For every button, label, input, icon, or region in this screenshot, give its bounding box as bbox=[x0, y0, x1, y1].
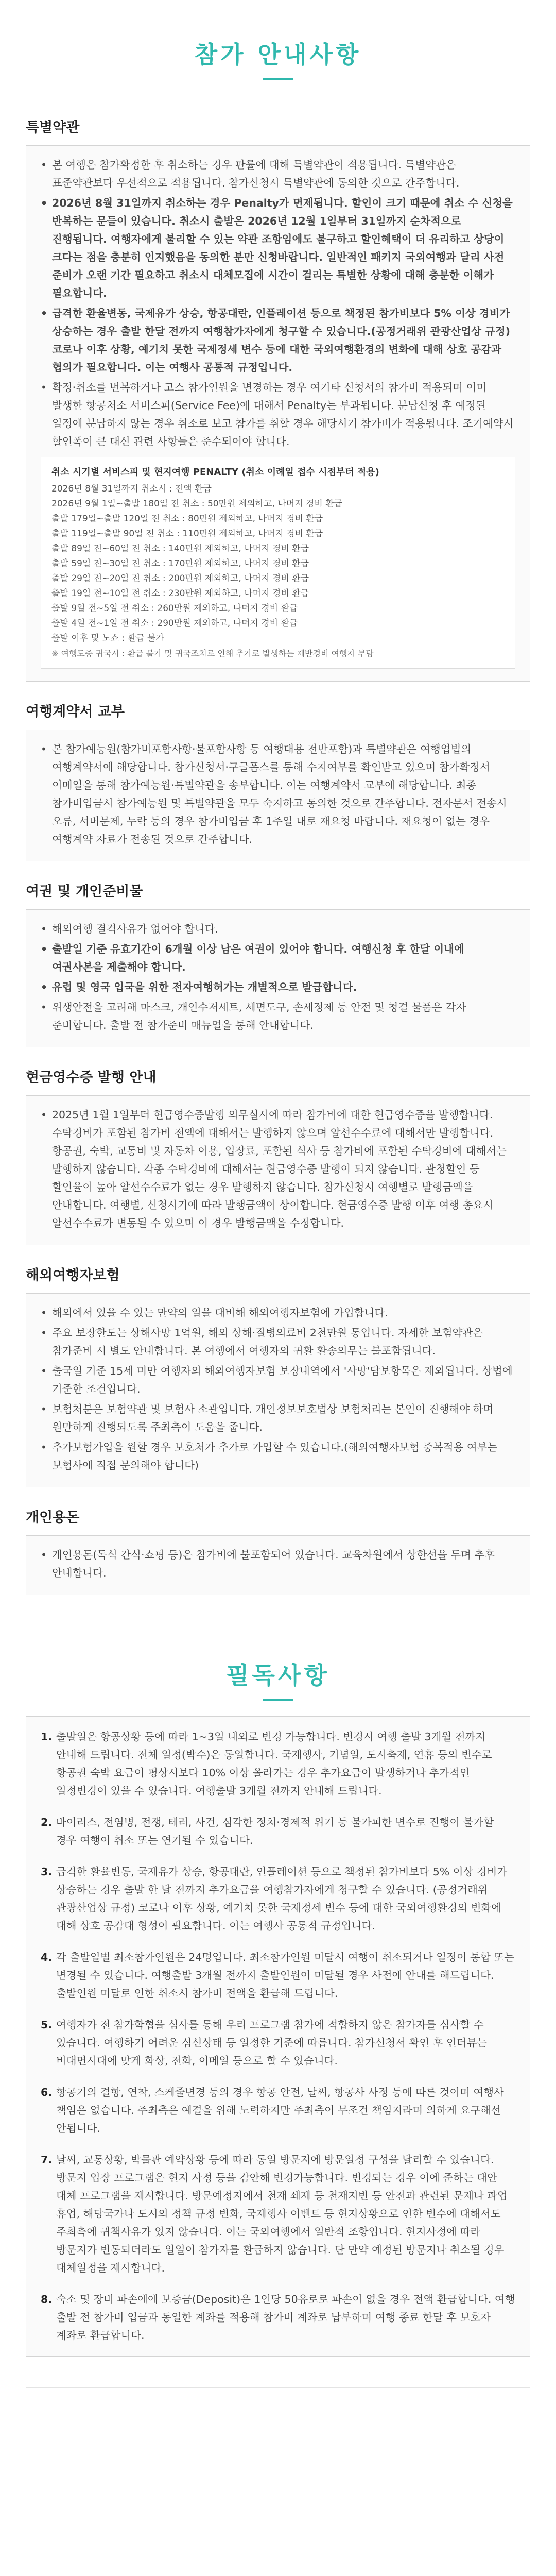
list-item: • 출발일 기준 유효기간이 6개월 이상 남은 여권이 있어야 합니다. 여행신청 후 한달 이내에 여권사본을 제출해야 합니다. bbox=[41, 940, 515, 976]
must-read-box bbox=[26, 1716, 530, 2357]
item-text: 급격한 환율변동, 국제유가 상승, 항공대란, 인플레이션 등으로 책정된 참가비보다 5% 이상 경비가 상승하는 경우 출발 한 달 전까지 추가요금을 여행참가자에게 청구할 수 있습니다. (공정거래위 관광산업상 규정) 코로나 이후 상황, 예기치 못한 국제정세 변수 등에 대한 국외여행환경의 변화에 대해 상호 공감대 형성이 필요합니다. 이는 여행사 공통적 규정입니다. bbox=[56, 1866, 508, 1932]
section-box bbox=[26, 1293, 530, 1487]
penalty-line: 출발 119일~출발 90일 전 취소 : 110만원 제외하고, 나머지 경비 환급 bbox=[51, 529, 323, 539]
list-item: • 확정·취소를 번복하거나 고스 참가인원을 변경하는 경우 여기타 신청서의 참가비 적용되며 이미 발생한 항공처소 서비스피(Service Fee)에 대해서 Penalty는 부과됩니다. 분납신청 후 예정된 일정에 분납하지 않는 경우 취소로 보고 참가를 취할 경우 해당시기 참가비가 적용됩니다. 조기예약시 할인폭이 큰 대신 관련 사항들은 준수되어야 합니다. bbox=[41, 379, 515, 451]
section-special-terms bbox=[0, 116, 556, 682]
spacer bbox=[0, 1595, 556, 1631]
must-read-item bbox=[41, 1728, 515, 1800]
item-number: 8. bbox=[41, 2293, 53, 2306]
list-item: • 유럽 및 영국 입국을 위한 전자여행허가는 개별적으로 발급합니다. bbox=[41, 978, 515, 996]
list-item: • 주요 보장한도는 상해사망 1억원, 해외 상해·질병의료비 2천만원 통입니다. 자세한 보험약관은 참가준비 시 별도 안내합니다. 본 여행에서 여행자의 귀환 환송의무는 불포함됩니다. bbox=[41, 1324, 515, 1360]
list-item: • 본 참가예능원(참가비포함사항·불포함사항 등 여행대용 전반포함)과 특별약관은 여행업법의 여행계약서에 해당합니다. 참가신청서·구글폼스를 통해 수지여부를 확인받고 있으며 참가확정서 이메일을 통해 참가예능원·특별약관을 송부합니다. 이는 여행계약서 교부에 해당합니다. 최종 참가비입금시 참가예능원 및 특별약관을 모두 숙지하고 동의한 것으로 간주합니다. 전자문서 전송시 오류, 서버문제, 누락 등의 경우 참가비입금 후 1주일 내로 재요청 바랍니다. 재요청이 없는 경우 여행계약 자료가 전송된 것으로 간주합니다. bbox=[41, 740, 515, 849]
item-list bbox=[41, 156, 515, 451]
bottom-divider bbox=[26, 2387, 530, 2388]
item-text: 여행자가 전 참가학협을 심사를 통해 우리 프로그램 참가에 적합하지 않은 참가자를 심사할 수 있습니다. 여행하기 어려운 심신상태 등 일정한 기준에 따릅니다. 참가신청서 확인 후 인터뷰는 비대면시대에 맞게 화상, 전화, 이메일 등으로 할 수 있습니다. bbox=[56, 2019, 488, 2067]
title-underline bbox=[263, 78, 293, 80]
must-read-item bbox=[41, 1814, 515, 1850]
section-pocket-money bbox=[0, 1506, 556, 1595]
list-item: • 해외여행 결격사유가 없어야 합니다. bbox=[41, 920, 515, 938]
title-underline bbox=[263, 1699, 293, 1701]
list-item: • 개인용돈(독식 간식·쇼핑 등)은 참가비에 불포함되어 있습니다. 교육차원에서 상한선을 두며 추후 안내합니다. bbox=[41, 1546, 515, 1582]
item-list bbox=[41, 740, 515, 849]
section-box bbox=[26, 145, 530, 682]
item-number: 2. bbox=[41, 1816, 53, 1828]
section-contract bbox=[0, 700, 556, 861]
must-read-title-text: 필독사항 bbox=[226, 1662, 330, 1689]
item-text: 출발일은 항공상황 등에 따라 1~3일 내외로 변경 가능합니다. 변경시 여행 출발 3개월 전까지 안내해 드립니다. 전체 일정(박수)은 동일합니다. 국제행사, 기념일, 도시축제, 연휴 등의 변수로 항공권 숙박 요금이 평상시보다 10% 이상 올라가는 경우 추가요금이 발생하거나 추가적인 일정변경이 있을 수 있습니다. 여행출발 3개월 전까지 안내해 드립니다. bbox=[56, 1731, 492, 1797]
must-read-item bbox=[41, 1948, 515, 2003]
section-passport bbox=[0, 880, 556, 1047]
list-item: • 출국일 기준 15세 미만 여행자의 해외여행자보험 보장내역에서 '사망'담보항목은 제외됩니다. 상법에 기준한 조건입니다. bbox=[41, 1362, 515, 1398]
section-title: 현금영수증 발행 안내 bbox=[26, 1070, 157, 1086]
must-read-item bbox=[41, 1863, 515, 1935]
penalty-line: 출발 9일 전~5일 전 취소 : 260만원 제외하고, 나머지 경비 환급 bbox=[51, 603, 298, 614]
must-read-item bbox=[41, 2291, 515, 2345]
section-box bbox=[26, 1535, 530, 1595]
item-number: 5. bbox=[41, 2019, 53, 2031]
must-read-item bbox=[41, 2083, 515, 2138]
item-number: 4. bbox=[41, 1951, 53, 1963]
page-title bbox=[0, 0, 556, 97]
item-text: 바이러스, 전염병, 전쟁, 테러, 사건, 심각한 정치·경제적 위기 등 불가피한 변수로 진행이 불가할 경우 여행이 취소 또는 연기될 수 있습니다. bbox=[56, 1816, 494, 1846]
list-item: • 2026년 8월 31일까지 취소하는 경우 Penalty가 면제됩니다. 할인이 크기 때문에 취소 수 신청을 반복하는 문들이 있습니다. 취소시 출발은 2026년 12월 1일부터 31일까지 순차적으로 진행됩니다. 여행자에게 불리할 수 있는 약관 조항임에도 불구하고 할인혜택이 더 유리하고 상당이 크다는 점을 충분히 인지했음을 동의한 분만 신청바랍니다. 일반적인 패키지 국외여행과 달리 사전 준비가 오랜 기간 필요하고 취소시 대체모집에 시간이 걸리는 특별한 상황에 대해 충분한 이해가 필요합니다. bbox=[41, 194, 515, 302]
item-text: 날씨, 교통상황, 박물관 예약상황 등에 따라 동일 방문지에 방문일정 구성을 달리할 수 있습니다. 방문지 입장 프로그램은 현지 사정 등을 감안해 변경가능합니다. 변경되는 경우 이에 준하는 대안 대체 프로그램을 제시합니다. 방문예정지에서 천재 쇄제 등 천재지변 등 안전과 관련된 문제나 파업 휴업, 해당국가나 도시의 정책 규정 변화, 국제행사 이벤트 등 현지상황으로 인한 변수에 대해서도 주최측에 귀책사유가 있지 않습니다. 이는 국외여행에서 일반적 조항입니다. 현지사정에 따라 방문지가 변동되더라도 일일이 참가자를 환급하지 않습니다. 단 만약 예정된 방문지나 취소될 경우 대체일정을 제시합니다. bbox=[56, 2154, 508, 2274]
penalty-title: 취소 시기별 서비스피 및 현지여행 PENALTY (취소 이례일 접수 시점부터 적용) bbox=[51, 467, 379, 478]
item-number: 7. bbox=[41, 2154, 53, 2166]
section-box bbox=[26, 730, 530, 861]
section-box bbox=[26, 909, 530, 1047]
item-number: 3. bbox=[41, 1866, 53, 1878]
section-title: 특별약관 bbox=[26, 120, 80, 135]
penalty-line: 출발 19일 전~10일 전 취소 : 230만원 제외하고, 나머지 경비 환급 bbox=[51, 588, 309, 599]
penalty-line: 출발 59일 전~30일 전 취소 : 170만원 제외하고, 나머지 경비 환급 bbox=[51, 558, 309, 569]
item-text: 숙소 및 장비 파손에에 보증금(Deposit)은 1인당 50유로로 파손이 없을 경우 전액 환급합니다. 여행 출발 전 참가비 입금과 동일한 계좌를 적용해 참가비 계좌로 납부하며 여행 종료 한달 후 보호자 계좌로 환급합니다. bbox=[56, 2293, 515, 2342]
penalty-line: 출발 이후 및 노쇼 : 환급 불가 bbox=[51, 633, 164, 643]
penalty-table bbox=[41, 457, 515, 669]
list-item: • 해외에서 있을 수 있는 만약의 일을 대비해 해외여행자보험에 가입합니다. bbox=[41, 1304, 515, 1322]
penalty-line: 출발 4일 전~1일 전 취소 : 290만원 제외하고, 나머지 경비 환급 bbox=[51, 618, 298, 629]
section-receipt bbox=[0, 1066, 556, 1245]
section-title: 개인용돈 bbox=[26, 1510, 80, 1526]
must-read-title bbox=[0, 1631, 556, 1716]
must-read-item bbox=[41, 2151, 515, 2277]
list-item: • 급격한 환율변동, 국제유가 상승, 항공대란, 인플레이션 등으로 책정된 참가비보다 5% 이상 경비가 상승하는 경우 출발 한달 전까지 여행참가자에게 청구할 수 있습니다.(공정거래위 관광산업상 규정) 코로나 이후 상황, 예기치 못한 국제정세 변수 등에 대한 국외여행환경의 변화에 대해 상호 공감과 협의가 필요합니다. 이는 여행사 공통적 규정입니다. bbox=[41, 304, 515, 377]
must-read-list bbox=[41, 1728, 515, 2345]
item-text: 각 출발일별 최소참가인원은 24명입니다. 최소참가인원 미달시 여행이 취소되거나 일정이 통합 또는 변경될 수 있습니다. 여행출발 3개월 전까지 출발인원이 미달될 경우 사전에 안내를 해드립니다. 출발인원 미달로 인한 취소시 참가비 전액을 환급해 드립니다. bbox=[56, 1951, 514, 1999]
penalty-note: ※ 여행도중 귀국시 : 환급 불가 및 귀국조치로 인해 추가로 발생하는 제반경비 여행자 부담 bbox=[51, 649, 374, 658]
must-read-item bbox=[41, 2016, 515, 2070]
list-item: • 위생안전을 고려해 마스크, 개인수저세트, 세면도구, 손세정제 등 안전 및 청결 물품은 각자 준비합니다. 출발 전 참가준비 매뉴얼을 통해 안내합니다. bbox=[41, 998, 515, 1035]
list-item: • 추가보험가입을 원할 경우 보호처가 추가로 가입할 수 있습니다.(해외여행자보험 중복적용 여부는 보험사에 직접 문의해야 합니다) bbox=[41, 1438, 515, 1475]
section-title: 해외여행자보험 bbox=[26, 1267, 120, 1283]
item-list bbox=[41, 1304, 515, 1475]
list-item: • 본 여행은 참가확정한 후 취소하는 경우 판률에 대해 특별약관이 적용됩니다. 특별약관은 표준약관보다 우선적으로 적용됩니다. 참가신청시 특별약관에 동의한 것으로 간주합니다. bbox=[41, 156, 515, 192]
item-number: 1. bbox=[41, 1731, 53, 1743]
page-title-text: 참가 안내사항 bbox=[194, 41, 362, 69]
penalty-line: 출발 89일 전~60일 전 취소 : 140만원 제외하고, 나머지 경비 환급 bbox=[51, 544, 309, 554]
penalty-line: 출발 29일 전~20일 전 취소 : 200만원 제외하고, 나머지 경비 환급 bbox=[51, 573, 309, 584]
section-title: 여행계약서 교부 bbox=[26, 704, 125, 720]
penalty-line: 출발 179일~출발 120일 전 취소 : 80만원 제외하고, 나머지 경비 환급 bbox=[51, 514, 323, 524]
item-text: 항공기의 결항, 연착, 스케줄변경 등의 경우 항공 안전, 날씨, 항공사 사정 등에 따른 것이며 여행사 책임은 없습니다. 주최측은 예결을 위해 노력하지만 주최측이 무조건 책임지라며 의하게 요구해선 안됩니다. bbox=[56, 2086, 504, 2134]
section-title: 여권 및 개인준비물 bbox=[26, 884, 143, 900]
penalty-line: 2026년 8월 31일까지 취소시 : 전액 환급 bbox=[51, 484, 212, 494]
item-number: 6. bbox=[41, 2086, 53, 2098]
section-insurance bbox=[0, 1264, 556, 1487]
item-list bbox=[41, 1106, 515, 1232]
list-item: • 보험처분은 보험약관 및 보험사 소관입니다. 개인정보보호법상 보험처리는 본인이 진행해야 하며 원만하게 진행되도록 주최측이 도움을 줍니다. bbox=[41, 1400, 515, 1436]
penalty-line: 2026년 9월 1일~출발 180일 전 취소 : 50만원 제외하고, 나머지 경비 환급 bbox=[51, 499, 343, 509]
item-list bbox=[41, 1546, 515, 1582]
list-item: • 2025년 1월 1일부터 현금영수증발행 의무실시에 따라 참가비에 대한 현금영수증을 발행합니다. 수탁경비가 포함된 참가비 전액에 대해서는 발행하지 않으며 알선수수료에 대해서만 발행합니다. 항공권, 숙박, 교통비 및 자동차 이용, 입장료, 포함된 식사 등 참가비에 포함된 수탁경비에 대해서는 발행하지 않습니다. 각종 수탁경비에 대해서는 현금영수증 발행이 되지 않습니다. 관청할인 등 할인율이 높아 알선수수료가 없는 경우 발행하지 않습니다. 참가신청시 여행별로 발행금액을 안내합니다. 여행별, 신청시기에 따라 발행금액이 상이합니다. 현금영수증 발행 이후 여행 총요시 알선수수료가 변동될 수 있으며 이 경우 발행금액을 수정합니다. bbox=[41, 1106, 515, 1232]
item-list bbox=[41, 920, 515, 1035]
section-box bbox=[26, 1095, 530, 1245]
